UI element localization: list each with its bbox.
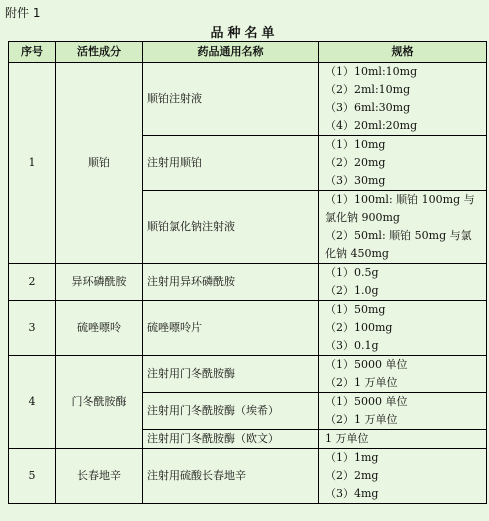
seq-cell: 4 bbox=[9, 356, 56, 449]
table-row bbox=[9, 449, 487, 504]
table-row bbox=[9, 356, 487, 393]
ingredient-cell: 顺铂 bbox=[56, 63, 143, 264]
ingredient-cell: 硫唑嘌呤 bbox=[56, 301, 143, 356]
drug-name-cell: 注射用门冬酰胺酶（埃希） bbox=[143, 393, 319, 430]
drug-name-cell: 注射用硫酸长春地辛 bbox=[143, 449, 319, 504]
spec-line: （1）10mg bbox=[325, 138, 386, 151]
drug-name-cell: 注射用顺铂 bbox=[143, 136, 319, 191]
spec-line: （1）0.5g bbox=[325, 266, 379, 279]
drug-name-cell: 顺铂氯化钠注射液 bbox=[143, 191, 319, 264]
spec-line: （2）2mg bbox=[325, 469, 379, 482]
drug-name-cell: 顺铂注射液 bbox=[143, 63, 319, 136]
spec-line: （1）10ml:10mg bbox=[325, 65, 418, 78]
table-body bbox=[9, 63, 487, 504]
table-row bbox=[9, 264, 487, 301]
table-header-row bbox=[9, 42, 487, 63]
ingredient-cell: 门冬酰胺酶 bbox=[56, 356, 143, 449]
spec-cell bbox=[319, 301, 487, 356]
spec-line: （2）20mg bbox=[325, 156, 386, 169]
spec-line: （1）5000 单位 bbox=[325, 395, 408, 408]
spec-cell bbox=[319, 136, 487, 191]
spec-line: （4）20ml:20mg bbox=[325, 119, 418, 132]
spec-cell bbox=[319, 264, 487, 301]
spec-cell bbox=[319, 356, 487, 393]
spec-line: （2）50ml: 顺铂 50mg 与氯化钠 450mg bbox=[325, 229, 472, 260]
spec-cell bbox=[319, 191, 487, 264]
header-spec: 规格 bbox=[319, 42, 487, 63]
header-ingredient: 活性成分 bbox=[56, 42, 143, 63]
spec-cell bbox=[319, 430, 487, 449]
spec-line: （3）6ml:30mg bbox=[325, 101, 411, 114]
header-seq: 序号 bbox=[9, 42, 56, 63]
seq-cell: 1 bbox=[9, 63, 56, 264]
drug-name-cell: 注射用异环磷酰胺 bbox=[143, 264, 319, 301]
header-drug-name: 药品通用名称 bbox=[143, 42, 319, 63]
seq-cell: 3 bbox=[9, 301, 56, 356]
spec-line: （2）1.0g bbox=[325, 284, 379, 297]
spec-line: 1 万单位 bbox=[325, 432, 369, 445]
spec-line: （2）1 万单位 bbox=[325, 413, 398, 426]
seq-cell: 5 bbox=[9, 449, 56, 504]
drug-list-table bbox=[8, 41, 487, 504]
spec-line: （1）5000 单位 bbox=[325, 358, 408, 371]
spec-line: （2）2ml:10mg bbox=[325, 83, 411, 96]
spec-cell bbox=[319, 449, 487, 504]
spec-line: （2）1 万单位 bbox=[325, 376, 398, 389]
spec-line: （3）4mg bbox=[325, 487, 379, 500]
document-title: 品种名单 bbox=[210, 26, 279, 41]
seq-cell: 2 bbox=[9, 264, 56, 301]
attachment-label: 附件 1 bbox=[5, 6, 41, 20]
ingredient-cell: 异环磷酰胺 bbox=[56, 264, 143, 301]
spec-cell bbox=[319, 393, 487, 430]
spec-line: （3）0.1g bbox=[325, 339, 379, 352]
spec-line: （3）30mg bbox=[325, 174, 386, 187]
drug-name-cell: 硫唑嘌呤片 bbox=[143, 301, 319, 356]
spec-line: （2）100mg bbox=[325, 321, 393, 334]
table-row bbox=[9, 63, 487, 136]
table-row bbox=[9, 301, 487, 356]
spec-line: （1）50mg bbox=[325, 303, 386, 316]
drug-name-cell: 注射用门冬酰胺酶（欧文） bbox=[143, 430, 319, 449]
spec-cell bbox=[319, 63, 487, 136]
spec-line: （1）100ml: 顺铂 100mg 与氯化钠 900mg bbox=[325, 193, 475, 224]
ingredient-cell: 长春地辛 bbox=[56, 449, 143, 504]
spec-line: （1）1mg bbox=[325, 451, 379, 464]
drug-name-cell: 注射用门冬酰胺酶 bbox=[143, 356, 319, 393]
